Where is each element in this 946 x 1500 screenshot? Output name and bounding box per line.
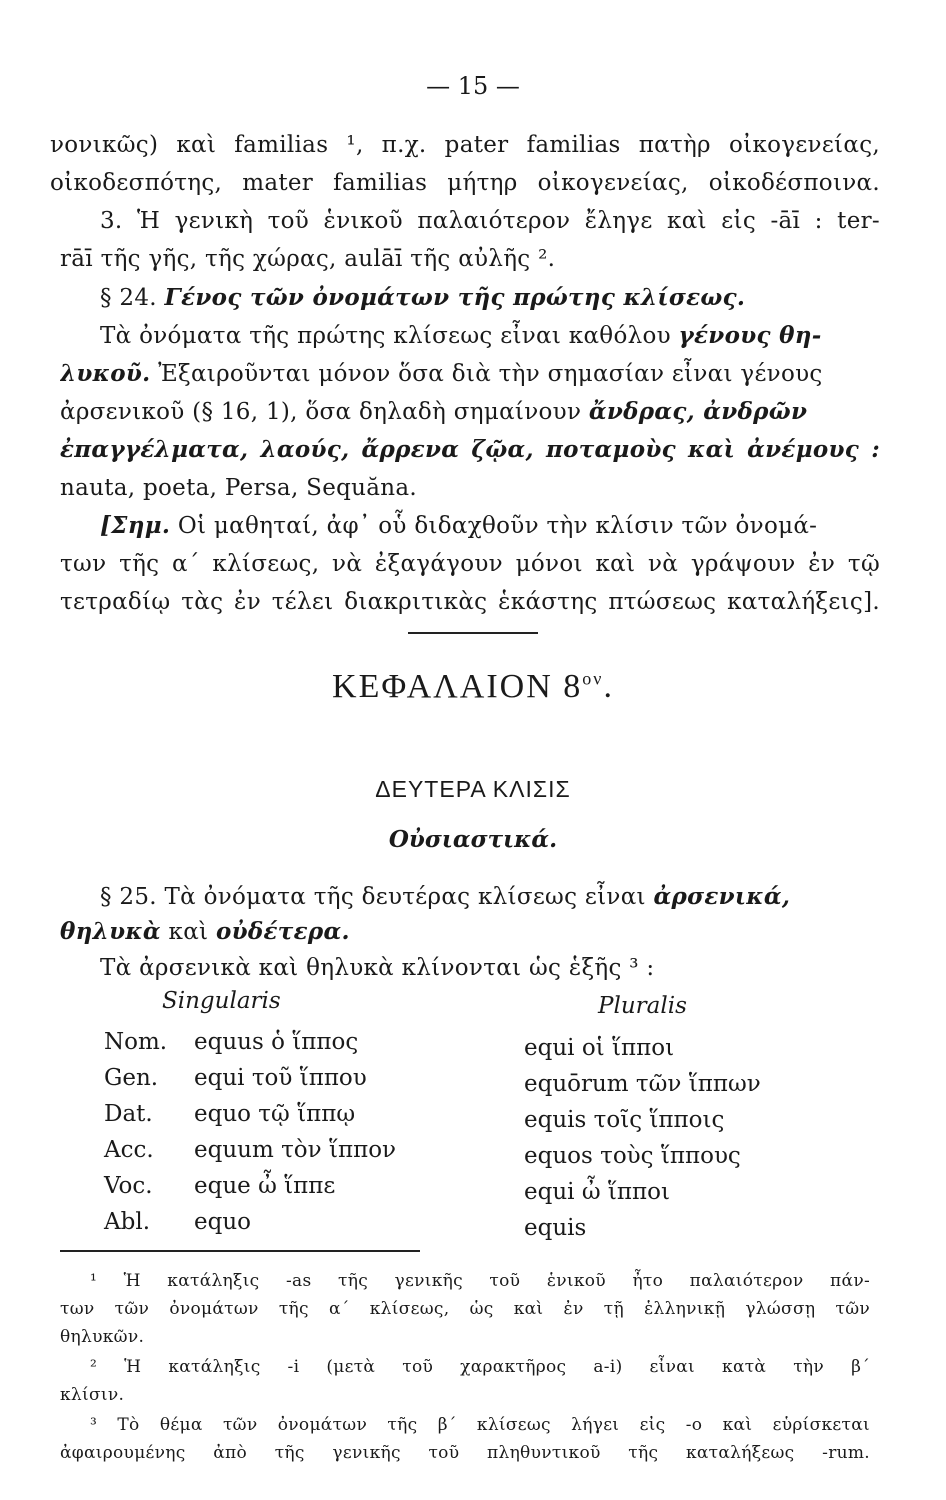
case-label: Voc.	[104, 1173, 153, 1199]
plural-form: equi οἱ ἵπποι	[524, 1035, 675, 1061]
para-25-line-3: Τὰ ἀρσενικὰ καὶ θηλυκὰ κλίνονται ὡς ἑξῆς ³ :	[100, 955, 655, 981]
chapter-title: ΚΕΦΑΛΑΙΟΝ $8^{o\nu}$.	[332, 668, 614, 705]
footnote-line: ³ Τὸ θέμα τῶν ὀνομάτων τῆς β´ κλίσεως λήγει εἰς -o καὶ εὑρίσκεται	[90, 1415, 870, 1435]
body-line: τετραδίῳ τὰς ἐν τέλει διακριτικὰς ἑκάστης πτώσεως καταλήξεις].	[60, 589, 880, 615]
singular-form: equo	[194, 1209, 251, 1235]
body-text: Τὰ ὀνόματα τῆς δευτέρας κλίσεως εἶναι	[164, 884, 646, 910]
body-line: rāī τῆς γῆς, τῆς χώρας, aulāī τῆς αὐλῆς ².	[60, 246, 556, 272]
singular-form: equi τοῦ ἵππου	[194, 1065, 367, 1091]
plural-form: equis τοῖς ἵπποις	[524, 1107, 725, 1133]
emphasis-text: οὐδέτερα.	[215, 918, 350, 945]
footnote-line: ἀφαιρουμένης ἀπὸ τῆς γενικῆς τοῦ πληθυντικοῦ τῆς καταλήξεως -rum.	[60, 1443, 870, 1463]
plural-header: Pluralis	[598, 993, 687, 1019]
case-label: Dat.	[104, 1101, 153, 1127]
footnote-line: ¹ Ἡ κατάληξις -as τῆς γενικῆς τοῦ ἑνικοῦ ἦτο παλαιότερον πάν-	[90, 1271, 870, 1291]
case-label: Nom.	[104, 1029, 168, 1055]
section-heading-text: Γένος τῶν ὀνομάτων τῆς πρώτης κλίσεως.	[164, 284, 746, 311]
body-line	[60, 433, 880, 467]
para-25-line-2	[60, 915, 880, 949]
case-label: Gen.	[104, 1065, 159, 1091]
case-label: Acc.	[104, 1137, 154, 1163]
emphasis-text: λυκοῦ.	[60, 360, 151, 387]
footnote-line: θηλυκῶν.	[60, 1327, 145, 1347]
body-line: των τῆς α´ κλίσεως, νὰ ἐξαγάγουν μόνοι καὶ νὰ γράψουν ἐν τῷ	[60, 551, 880, 577]
body-line: οἰκοδεσπότης, mater familias μήτηρ οἰκογενείας, οἰκοδέσποινα.	[50, 170, 880, 196]
singular-header: Singularis	[162, 988, 281, 1014]
case-column	[104, 1024, 167, 1240]
body-text: καὶ	[168, 919, 209, 945]
emphasis-text: ἐπαγγέλματα, λαούς, ἄρρενα ζῷα, ποταμοὺς καὶ ἀνέμους :	[60, 436, 880, 463]
body-text: ἀρσενικοῦ (§ 16, 1), ὅσα δηλαδὴ σημαίνουν	[60, 399, 582, 425]
declension-subtitle: Οὐσιαστικά.	[388, 826, 558, 853]
section-number: § 25.	[100, 884, 157, 910]
body-line	[100, 319, 880, 353]
note-line	[100, 509, 880, 543]
para-25-line-1	[100, 880, 880, 914]
plural-column	[524, 1030, 761, 1246]
singular-form: equum τὸν ἵππον	[194, 1137, 397, 1163]
singular-column	[194, 1024, 396, 1240]
singular-form: equo τῷ ἵππῳ	[194, 1101, 356, 1127]
section-number: § 24.	[100, 285, 157, 311]
body-line	[60, 357, 880, 391]
body-line: nauta, poeta, Persa, Sequăna.	[60, 475, 418, 501]
declension-title: ΔΕΥΤΕΡΑ ΚΛΙΣΙΣ	[375, 776, 571, 802]
emphasis-text: ἄνδρας, ἀνδρῶν	[588, 398, 808, 425]
singular-form: eque ὦ ἵππε	[194, 1173, 336, 1199]
footnote-line: κλίσιν.	[60, 1385, 125, 1405]
body-text: Τὰ ὀνόματα τῆς πρώτης κλίσεως εἶναι καθόλου	[100, 323, 671, 349]
footnote-line: ² Ἡ κατάληξις -i (μετὰ τοῦ χαρακτῆρος a-i) εἶναι κατὰ τὴν β´	[90, 1357, 870, 1377]
page-number: — 15 —	[426, 72, 520, 100]
plural-form: equi ὦ ἵπποι	[524, 1179, 670, 1205]
emphasis-text: γένους θη-	[678, 322, 822, 349]
body-line: νονικῶς) καὶ familias ¹, π.χ. pater familias πατὴρ οἰκογενείας,	[50, 132, 880, 158]
body-text: Οἱ μαθηταί, ἀφ᾽ οὗ διδαχθοῦν τὴν κλίσιν τῶν ὀνομά-	[177, 513, 818, 539]
plural-form: equōrum τῶν ἵππων	[524, 1071, 761, 1097]
footnote-line: των τῶν ὀνομάτων τῆς α´ κλίσεως, ὡς καὶ ἐν τῇ ἑλληνικῇ γλώσσῃ τῶν	[60, 1299, 870, 1319]
section-heading-24	[100, 281, 880, 315]
emphasis-text: θηλυκὰ	[60, 918, 161, 945]
footnote-divider	[60, 1250, 420, 1252]
singular-form: equus ὁ ἵππος	[194, 1029, 359, 1055]
section-divider	[408, 632, 538, 634]
body-line	[60, 395, 880, 429]
body-line: 3. Ἡ γενικὴ τοῦ ἑνικοῦ παλαιότερον ἔληγε καὶ εἰς -āī : ter-	[100, 208, 880, 234]
note-label: [Σημ.	[100, 512, 171, 539]
plural-form: equos τοὺς ἵππους	[524, 1143, 741, 1169]
case-label: Abl.	[104, 1209, 150, 1235]
body-text: Ἐξαιροῦνται μόνον ὅσα διὰ τὴν σημασίαν εἶναι γένους	[158, 361, 823, 387]
emphasis-text: ἀρσενικά,	[653, 883, 791, 910]
plural-form: equis	[524, 1215, 587, 1241]
